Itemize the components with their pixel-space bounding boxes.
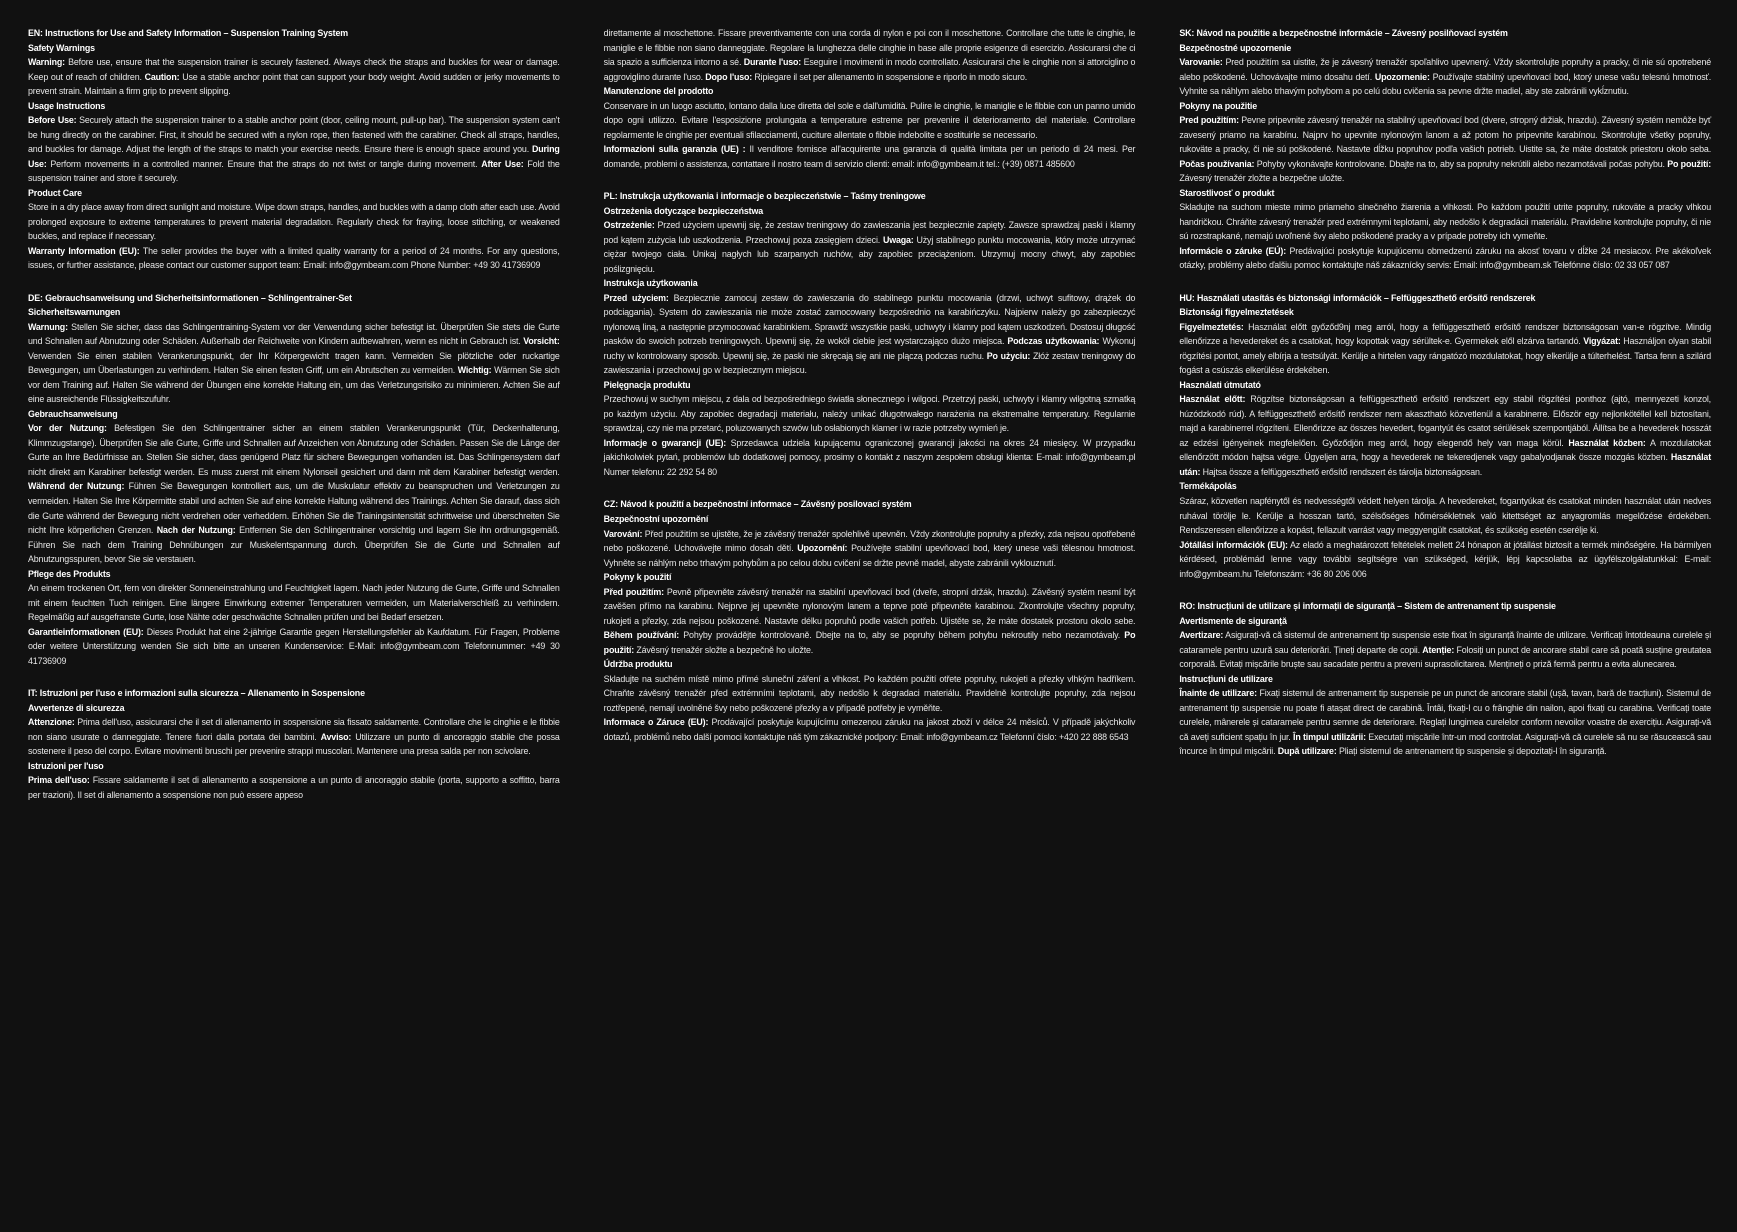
language-section <box>604 497 1136 744</box>
bold-label: Upozornenie: <box>1374 71 1430 82</box>
bold-label: Caution: <box>144 71 180 82</box>
section-title: PL: Instrukcja użytkowania i informacje o bezpieczeństwie – Taśmy treningowe <box>603 191 926 202</box>
paragraph <box>604 392 1136 436</box>
bold-label: During Use: <box>28 144 560 169</box>
subheading: Gebrauchsanweisung <box>28 408 118 419</box>
body-text: Use a stable anchor point that can support your body weight. Avoid sudden or jerky movements to prevent strain. Maintain a firm grip to prevent slipping. <box>28 71 560 97</box>
paragraph <box>28 421 560 566</box>
section-title: HU: Használati utasítás és biztonsági információk – Felfüggeszthető erősítő rendszerek <box>1179 292 1536 303</box>
bold-label: Wichtig: <box>457 365 492 376</box>
section-title: EN: Instructions for Use and Safety Information – Suspension Training System <box>28 28 348 38</box>
body-text: Használat előtt győződ9nj meg arról, hogy a felfüggeszthető erősítő rendszer biztonságosan van-e rögzítve. Mindig ellenőrizze a hevedereket és a csatokat, hogy kopottak vagy sérültek-e. Gyermekek elől elzárva tartandó. <box>1179 321 1712 347</box>
subheading: Instrukcja użytkowania <box>603 278 698 289</box>
paragraph <box>604 436 1136 480</box>
body-text: Skladujte na suchém místě mimo přímé sluneční záření a vlhkost. Po každém použití otřete popruhy, rukojeti a přezky vlhkým hadříkem. Chraňte závěsný trenažér před extrémními teplotami, aby nedošlo k degradaci materiálu. Pravidelně kontrolujte popruhy, zda nejsou roztřepené, nemají uvolněné švy nebo poškozené přezky a v případě potřeby je vyměňte. <box>603 673 1136 713</box>
paragraph <box>1179 628 1711 672</box>
paragraph <box>604 715 1136 744</box>
body-text: Závěsný trenažér složte a bezpečně ho uložte. <box>634 644 814 655</box>
subheading: Manutenzione del prodotto <box>603 86 714 97</box>
bold-label: Használat közben: <box>1568 437 1646 448</box>
body-text: Pred použitím sa uistite, že je závesný trenažér spoľahlivo upevnený. Vždy skontrolujte popruhy a pracky, či nie sú opotrebené alebo poškodené. Uchovávajte mimo dosahu detí. <box>1179 57 1712 82</box>
body-text: Folosiți un punct de ancorare stabil care să poată susține greutatea corporală. Evitați mișcările bruște sau sacadate pentru a preveni suprasolicitarea. Mențineți o priză fermă pentru a evita alunecarea. <box>1179 644 1712 670</box>
paragraph <box>28 320 560 407</box>
bold-label: Warnung: <box>28 321 68 332</box>
body-text: direttamente al moschettone. Fissare preventivamente con una corda di nylon e poi con il moschettone. Controllare che tutte le cinghie, le maniglie e le fibbie non siano danneggiate. Regolare la lunghezza delle cinghie in base alle proprie esigenze di esercizio. Assicurarsi che ci sia spazio a sufficienza intorno a sé. <box>603 28 1136 68</box>
body-text: Dieses Produkt hat eine 2-jährige Garantie gegen Herstellungsfehler ab Kaufdatum. Für Fragen, Probleme oder weitere Unterstützung wenden Sie sich bitte an unseren Kundenservice: E-Mail: info@gymbeam.com Telefonnummer: +49 30 41736909 <box>28 626 560 666</box>
bold-label: Înainte de utilizare: <box>1179 688 1257 699</box>
language-section <box>604 189 1136 479</box>
paragraph <box>28 113 560 186</box>
body-text: Perform movements in a controlled manner. Ensure that the straps do not twist or tangle during movement. <box>46 158 482 169</box>
paragraph <box>1179 320 1711 378</box>
subheading: Biztonsági figyelmeztetések <box>1179 307 1294 318</box>
body-text: Pohyby vykonávajte kontrolovane. Dbajte na to, aby sa popruhy nekrútili alebo nezamotávali počas pohybu. <box>1254 158 1668 169</box>
bold-label: Vor der Nutzung: <box>28 423 107 434</box>
paragraph <box>1179 55 1711 99</box>
paragraph <box>28 55 560 99</box>
bold-label: Po použití: <box>603 630 1136 655</box>
language-section <box>1179 599 1711 759</box>
bold-label: Jótállási információk (EU): <box>1179 539 1288 550</box>
column-3 <box>1179 26 1711 1232</box>
bold-label: Během používání: <box>603 630 680 641</box>
paragraph <box>28 581 560 625</box>
paragraph <box>28 625 560 669</box>
subheading: Instrucțiuni de utilizare <box>1179 673 1273 684</box>
bold-label: Attenzione: <box>28 717 75 728</box>
paragraph <box>604 142 1136 171</box>
bold-label: Przed użyciem: <box>603 292 669 303</box>
bold-label: Varování: <box>603 528 643 539</box>
bold-label: Ostrzeżenie: <box>603 220 655 231</box>
bold-label: Before Use: <box>28 115 77 126</box>
body-text: Securely attach the suspension trainer to a stable anchor point (door, ceiling mount, pull-up bar). The suspension system can't be hung directly on the carabiner. First, it should be secured with a nylon rope, then fastened with the carabiner. Check all straps, handles, and buckles for damage. Adjust the length of the straps to match your exercise needs. Ensure there is enough space around you. <box>28 115 560 155</box>
body-text: Před použitím se ujistěte, že je závěsný trenažér spolehlivě upevněn. Vždy zkontrolujte popruhy a přezky, zda nejsou opotřebené nebo poškozené. Uchovávejte mimo dosah dětí. <box>603 528 1136 554</box>
bold-label: Informazioni sulla garanzia (UE) : <box>603 144 746 155</box>
body-text: Používejte stabilní upevňovací bod, který unese vaši tělesnou hmotnost. Vyhněte se náhlým nebo trhavým pohybům a po celou dobu cvičení se držte pevně madel, abyste zabránili vyklouznutí. <box>603 543 1136 568</box>
bold-label: Podczas użytkowania: <box>1007 336 1100 347</box>
paragraph <box>28 773 560 802</box>
bold-label: Avviso: <box>320 731 352 742</box>
body-text: Conservare in un luogo asciutto, lontano dalla luce diretta del sole e dall'umidità. Pulire le cinghie, le maniglie e le fibbie con un panno umido dopo ogni utilizzo. Evitare l'esposizione prolungata a temperature estreme per prevenire il deterioramento del materiale. Controllare regolarmente le cinghie per eventuali sfilacciamenti, cuciture allentate o fibbie indebolite e sostituirle se necessario. <box>603 100 1136 140</box>
subheading: Sicherheitswarnungen <box>28 307 121 318</box>
bold-label: Po użyciu: <box>986 350 1031 361</box>
body-text: Stellen Sie sicher, dass das Schlingentraining-System vor der Verwendung sicher befestigt ist. Überprüfen Sie stets die Gurte und Schnallen auf Abnutzung oder Schäden. Außerhalb der Reichweite von Kindern aufbewahren, wenn es nicht in Gebrauch ist. <box>28 321 560 347</box>
section-title: SK: Návod na použitie a bezpečnostné informácie – Závesný posilňovací systém <box>1179 28 1508 38</box>
paragraph <box>28 244 560 273</box>
section-title: IT: Istruzioni per l'uso e informazioni sulla sicurezza – Allenamento in Sospensione <box>28 688 365 699</box>
subheading: Usage Instructions <box>28 100 106 111</box>
paragraph <box>1179 392 1711 479</box>
paragraph <box>1179 686 1711 759</box>
body-text: Eseguire i movimenti in modo controllato. Assicurarsi che le cinghie non si attorciglino o aggroviglino durante l'uso. <box>603 57 1136 82</box>
body-text: Rögzítse biztonságosan a felfüggeszthető erősítő rendszert egy stabil rögzítési ponthoz (ajtó, mennyezeti konzol, húzódzkodó rúd). A felfüggeszthető erősítő rendszer nem akasztható közvetlenül a karabinerre. Először egy nejlonkötéllel kell biztosítani, majd a karabinerrel rögzíteni. Ellenőrizze az összes hevedert, fogantyút és csatot sérülések szempontjából. Állítsa be a hevederek hosszát az edzési igényeinek megfelelően. Győződjön meg arról, hogy elegendő hely van maga körül. <box>1179 394 1712 448</box>
bold-label: Prima dell'uso: <box>28 775 90 786</box>
section-title: RO: Instrucțiuni de utilizare și informații de siguranță – Sistem de antrenament tip suspensie <box>1179 601 1556 612</box>
body-text: Fixați sistemul de antrenament tip suspensie pe un punct de ancorare stabil (ușă, tavan, bară de tracțiuni). Sistemul de antrenament tip suspensie nu poate fi atașat direct de carabină. Întâi, fixați-l cu o frânghie din nailon, apoi fixați cu carabina. Verificați toate curelele, mânerele și cataramele pentru semne de deteriorare. Reglați lungimea curelelor conform nevoilor voastre de exercițiu. Asigurați-vă că aveți suficient spațiu în jur. <box>1179 688 1712 742</box>
subheading: Product Care <box>28 187 82 198</box>
paragraph <box>604 218 1136 276</box>
body-text: Asigurați-vă că sistemul de antrenament tip suspensie este fixat în siguranță înainte de utilizare. Verificați întotdeauna curelele și cataramele pentru uzură sau deteriorări. Țineți departe de copii. <box>1179 630 1712 655</box>
paragraph <box>604 99 1136 143</box>
bold-label: After Use: <box>481 158 524 169</box>
body-text: Használjon olyan stabil rögzítési pontot, amely elbírja a testsúlyát. Kerülje a hirtelen vagy rángatózó mozdulatokat, hogy elkerülje a túlterhelést. Tartsa fenn a szilárd fogást a csúszás elkerülése érdekében. <box>1179 336 1712 376</box>
body-text: Il venditore fornisce all'acquirente una garanzia di qualità limitata per un periodo di 24 mesi. Per domande, problemi o assistenza, contattare il nostro team di servizio clienti: email: info@gymbeam.it tel.: (+39) 0871 485600 <box>603 144 1136 169</box>
language-section <box>604 26 1136 171</box>
paragraph <box>28 200 560 244</box>
body-text: Użyj stabilnego punktu mocowania, który może utrzymać ciężar twojego ciała. Unikaj nagłych lub szarpanych ruchów, aby zapobiec przeciążeniom. Utrzymuj mocny chwyt, aby zapobiec poślizgnięciu. <box>603 234 1136 274</box>
body-text: An einem trockenen Ort, fern von direkter Sonneneinstrahlung und Feuchtigkeit lagern. Nach jeder Nutzung die Gurte, Griffe und Schnallen mit einem feuchten Tuch reinigen. Eine längere Einwirkung extremer Temperaturen vermeiden, um Materialverschleiß zu verhindern. Regelmäßig auf ausgefranste Gurte, lose Nähte oder geschwächte Schnallen prüfen und bei Bedarf ersetzen. <box>28 583 560 623</box>
bold-label: Počas používania: <box>1179 158 1255 169</box>
bold-label: Warning: <box>28 57 65 68</box>
language-section <box>1179 26 1711 273</box>
subheading: Pflege des Produkts <box>28 568 111 579</box>
body-text: Przechowuj w suchym miejscu, z dala od bezpośredniego światła słonecznego i wilgoci. Przetrzyj paski, uchwyty i klamry wilgotną szmatką po każdym użyciu. Aby zapobiec degradacji materiału, należy unikać długotrwałego narażenia na ekstremalne temperatury. Regularnie sprawdzaj, czy nie ma przetarć, poluzowanych szwów lub osłabionych klamer i w razie potrzeby wymień je. <box>603 394 1136 434</box>
bold-label: În timpul utilizării: <box>1293 731 1366 742</box>
subheading: Avertismente de siguranță <box>1179 615 1287 626</box>
paragraph <box>1179 494 1711 538</box>
bold-label: Varovanie: <box>1179 57 1223 68</box>
body-text: Executați mișcările într-un mod controlat. Asigurați-vă că curelele să nu se răsucească sau încurce în timpul mișcării. <box>1179 731 1712 757</box>
body-text: Predávajúci poskytuje kupujúcemu obmedzenú záruku na akosť tovaru v dĺžke 24 mesiacov. Pre akékoľvek otázky, problémy alebo ďalšiu pomoc kontaktujte náš zákaznícky servis: Email: info@gymbeam.sk Telefónne číslo: 02 33 057 087 <box>1179 245 1712 271</box>
body-text: Wärmen Sie sich vor dem Training auf. Halten Sie während der Übungen eine korrekte Haltung ein, um das Verletzungsrisiko zu minimieren. Achten Sie auf eine ausreichende Flüssigkeitszufuhr. <box>28 365 560 405</box>
bold-label: Avertizare: <box>1179 630 1224 641</box>
body-text: Pevně připevněte závěsný trenažér na stabilní upevňovací bod (dveře, stropní držák, hrazdu). Závěsný systém nesmí být zavěšen přímo na karabinu. Nejprve jej upevněte nylonovým lanem a teprve poté připevněte karabinou. Zkontrolujte všechny popruhy, rukojeti a přezky, zda nejsou poškozené. Nastavte délku popruhů podle vašich potřeb. Ujistěte se, že máte dostatek prostoru okolo sebe. <box>603 586 1136 626</box>
bold-label: Informace o Záruce (EU): <box>603 717 709 728</box>
section-title: CZ: Návod k použití a bezpečnostní informace – Závěsný posilovací systém <box>603 499 912 510</box>
body-text: Prodávající poskytuje kupujícímu omezenou záruku na jakost zboží v délce 24 měsíců. V případě jakýchkoliv dotazů, problémů nebo další pomoci kontaktujte náš tým zákaznické podpory: Email: info@gymbeam.cz Telefonní číslo: +420 22 888 6543 <box>603 717 1136 742</box>
paragraph <box>1179 538 1711 582</box>
bold-label: Während der Nutzung: <box>28 481 125 492</box>
subheading: Ostrzeżenia dotyczące bezpieczeństwa <box>603 205 764 216</box>
body-text: Ripiegare il set per allenamento in sospensione e riporlo in modo sicuro. <box>752 71 1028 82</box>
language-section <box>28 26 560 273</box>
subheading: Használati útmutató <box>1179 379 1261 390</box>
paragraph <box>28 715 560 759</box>
body-text: Verwenden Sie einen stabilen Verankerungspunkt, der Ihr Körpergewicht tragen kann. Vermeiden Sie plötzliche oder ruckartige Bewegungen, um Überlastungen zu verhindern. Halten Sie einen festen Griff, um ein Abrutschen zu vermeiden. <box>28 350 560 376</box>
subheading: Avvertenze di sicurezza <box>28 702 125 713</box>
language-section <box>28 686 560 802</box>
bold-label: Használat után: <box>1179 452 1712 477</box>
column-2 <box>604 26 1136 1232</box>
body-text: Pohyby provádějte kontrolovaně. Dbejte na to, aby se popruhy během pohybu nekroutily nebo nezamotávaly. <box>679 630 1125 641</box>
paragraph <box>1179 113 1711 186</box>
bold-label: Figyelmeztetés: <box>1179 321 1244 332</box>
paragraph <box>604 291 1136 378</box>
subheading: Bezpečnostní upozornění <box>603 513 709 524</box>
body-text: Before use, ensure that the suspension trainer is securely fastened. Always check the straps and buckles for wear or damage. Keep out of reach of children. <box>28 57 560 82</box>
body-text: The seller provides the buyer with a limited quality warranty for a period of 24 months. For any questions, issues, or further assistance, please contact our customer support team: Email: info@gymbeam.com Phone Number: +49 30 41736909 <box>28 245 560 271</box>
body-text: Hajtsa össze a felfüggeszthető erősítő rendszert és tárolja biztonságosan. <box>1200 466 1483 477</box>
body-text: Pliați sistemul de antrenament tip suspensie și depozitați-l în siguranță. <box>1336 746 1607 757</box>
subheading: Termékápolás <box>1179 481 1237 492</box>
body-text: Závesný trenažér zložte a bezpečne uložte. <box>1179 173 1345 184</box>
bold-label: Vigyázat: <box>1583 336 1621 347</box>
body-text: Führen Sie Bewegungen kontrolliert aus, um die Muskulatur effektiv zu beanspruchen und Verletzungen zu vermeiden. Halten Sie Ihre Körpermitte stabil und achten Sie auf eine korrekte Haltung während des Trainings. Achten Sie darauf, dass sich die Gurte während der Bewegung nicht verdrehen oder verheddern. Erhöhen Sie die Trainingsintensität schrittweise und überschreiten Sie nicht Ihre körperlichen Grenzen. <box>28 481 560 536</box>
section-title: DE: Gebrauchsanweisung und Sicherheitsinformationen – Schlingentrainer-Set <box>28 292 352 303</box>
body-text: Entfernen Sie den Schlingentrainer vorsichtig und lagern Sie ihn ordnungsgemäß. Führen Sie nach dem Training Dehnübungen zur Muskelentspannung durch. Überprüfen Sie die Gurte und Schnallen auf Abnutzungsspuren, bevor Sie sie verstauen. <box>28 525 560 565</box>
subheading: Údržba produktu <box>603 659 673 670</box>
bold-label: După utilizare: <box>1277 746 1337 757</box>
bold-label: Vorsicht: <box>523 336 560 347</box>
subheading: Pielęgnacja produktu <box>603 379 691 390</box>
bold-label: Uwaga: <box>882 234 914 245</box>
paragraph <box>604 672 1136 716</box>
bold-label: Před použitím: <box>603 586 664 597</box>
paragraph <box>1179 244 1711 273</box>
bold-label: Nach der Nutzung: <box>156 525 236 536</box>
bold-label: Dopo l'uso: <box>705 71 753 82</box>
paragraph <box>1179 200 1711 244</box>
column-1 <box>28 26 560 1232</box>
bold-label: Po použití: <box>1667 158 1712 169</box>
language-section <box>1179 291 1711 581</box>
body-text: Przed użyciem upewnij się, że zestaw treningowy do zawieszania jest bezpiecznie zapięty. Zawsze sprawdzaj paski i klamry pod kątem zużycia lub uszkodzenia. Przechowuj poza zasięgiem dzieci. <box>603 220 1136 245</box>
body-text: Store in a dry place away from direct sunlight and moisture. Wipe down straps, handles, and buckles with a damp cloth after each use. Avoid prolonged exposure to extreme temperatures to prevent material degradation. Regularly check for fraying, loose stitching, or weakened buckles, and replace if necessary. <box>28 202 560 242</box>
subheading: Bezpečnostné upozornenie <box>1179 42 1292 53</box>
body-text: Sprzedawca udziela kupującemu ograniczonej gwarancji jakości na okres 24 miesięcy. W przypadku jakichkolwiek pytań, problemów lub dodatkowej pomocy, prosimy o kontakt z naszym zespołem obsługi klienta: E-mail: info@gymbeam.pl Numer telefonu: 22 292 54 80 <box>603 437 1136 477</box>
bold-label: Informacje o gwarancji (UE): <box>603 437 727 448</box>
subheading: Safety Warnings <box>28 42 95 53</box>
body-text: Používajte stabilný upevňovací bod, ktorý unese vašu telesnú hmotnosť. Vyhnite sa náhlym alebo trhavým pohybom a po celú dobu cvičenia sa pevne držte madiel, aby ste zabránili vykĺznutiu. <box>1179 71 1712 97</box>
bold-label: Warranty Information (EU): <box>28 245 140 256</box>
body-text: Prima dell'uso, assicurarsi che il set di allenamento in sospensione sia fissato saldamente. Controllare che le cinghie e le fibbie non siano usurate o danneggiate. Tenere fuori dalla portata dei bambini. <box>28 717 560 742</box>
bold-label: Pred použitím: <box>1179 115 1239 126</box>
language-section <box>28 291 560 668</box>
body-text: Száraz, közvetlen napfénytől és nedvességtől védett helyen tárolja. A hevedereket, fogantyúkat és csatokat minden használat után nedves ruhával törölje le. Kerülje a hosszan tartó, szélsőséges hőmérsékletnek való kitettséget az anyagromlás megelőzése érdekében. Rendszeresen ellenőrizze a kopást, fellazult varrást vagy meggyengült csatokat, és szükség esetén cserélje ki. <box>1179 495 1712 536</box>
subheading: Starostlivosť o produkt <box>1179 187 1275 198</box>
body-text: Wykonuj ruchy w kontrolowany sposób. Upewnij się, że paski nie skręcają się ani nie plączą podczas ruchu. <box>603 336 1136 361</box>
bold-label: Garantieinformationen (EU): <box>28 626 144 637</box>
subheading: Istruzioni per l'uso <box>28 760 104 771</box>
subheading: Pokyny k použití <box>603 572 672 583</box>
body-text: A mozdulatokat ellenőrzött módon hajtsa végre. Ügyeljen arra, hogy a hevederek ne tekeredjenek vagy gabalyodjanak össze mozgás közben. <box>1179 437 1711 463</box>
body-text: Pevne pripevnite závesný trenažér na stabilný upevňovací bod (dvere, stropný držiak, hrazdu). Závesný systém nemôže byť zavesený priamo na karabínu. Najprv ho upevnite nylonovým lanom a až potom ho pripevnite karabínou. Skontrolujte všetky popruhy, rukoväte a pracky, či nie sú poškodené. Nastavte dĺžku popruhov podľa vašich potrieb. Uistite sa, že máte dostatok priestoru okolo seba. <box>1179 115 1712 155</box>
body-text: Fold the suspension trainer and store it securely. <box>28 158 560 184</box>
bold-label: Atenție: <box>1422 644 1455 655</box>
body-text: Skladujte na suchom mieste mimo priameho slnečného žiarenia a vlhkosti. Po každom použití utrite popruhy, rukoväte a pracky vlhkou handričkou. Chráňte závesný trenažér pred extrémnymi teplotami, aby nedošlo k degradácii materiálu. Pravidelne kontrolujte popruhy, či nie sú rozstrapkané, nemajú uvoľnené švy alebo poškodené pracky a v prípade potreby ich vymeňte. <box>1179 202 1712 242</box>
body-text: Befestigen Sie den Schlingentrainer sicher an einem stabilen Verankerungspunkt (Tür, Deckenhalterung, Klimmzugstange). Überprüfen Sie alle Gurte, Griffe und Schnallen auf Anzeichen von Abnutzung oder Schäden. Passen Sie die Länge der Gurte an Ihre Bedürfnisse an. Stellen Sie sicher, dass genügend Platz für sichere Bewegungen vorhanden ist. Das Schlingensystem darf nicht direkt am Karabiner befestigt werden. Es muss zuerst mit einem Nylonseil gesichert und dann mit dem Karabiner befestigt werden. <box>28 423 560 477</box>
paragraph <box>604 527 1136 571</box>
bold-label: Informácie o záruke (EÚ): <box>1179 245 1287 256</box>
body-text: Złóż zestaw treningowy do zawieszania i przechowuj go w bezpiecznym miejscu. <box>603 350 1136 376</box>
body-text: Fissare saldamente il set di allenamento a sospensione a un punto di ancoraggio stabile (porta, supporto a soffitto, barra per trazioni). Il set di allenamento a sospensione non può essere appeso <box>28 775 560 800</box>
paragraph <box>604 585 1136 658</box>
subheading: Pokyny na použitie <box>1179 100 1258 111</box>
bold-label: Durante l'uso: <box>743 57 802 68</box>
bold-label: Upozornění: <box>797 543 848 554</box>
paragraph <box>604 26 1136 84</box>
bold-label: Használat előtt: <box>1179 394 1246 405</box>
body-text: Az eladó a meghatározott feltételek mellett 24 hónapon át jótállást biztosít a termék minőségére. Ha bármilyen kérdésed, problémád lenne vagy további segítségre van szükséged, kérjük, lépj kapcsolatba az ügyfélszolgálatunkkal: E-mail: info@gymbeam.hu Telefonszám: +36 80 206 006 <box>1179 539 1712 579</box>
body-text: Bezpiecznie zamocuj zestaw do zawieszania do stabilnego punktu mocowania (drzwi, uchwyt sufitowy, drążek do podciągania). System do zawieszania nie może zostać zamocowany bezpośrednio na karabińczyku. Najpierw należy go zabezpieczyć nylonową liną, a następnie przymocować karabinkiem. Sprawdź wszystkie paski, uchwyty i klamry pod kątem uszkodzeń. Dostosuj długość pasków do swoich potrzeb treningowych. Upewnij się, że wokół ciebie jest wystarczająco dużo miejsca. <box>603 292 1136 347</box>
body-text: Utilizzare un punto di ancoraggio stabile che possa sostenere il peso del corpo. Evitare movimenti bruschi per prevenire strappi muscolari. Mantenere una presa salda per non scivolare. <box>28 731 560 757</box>
